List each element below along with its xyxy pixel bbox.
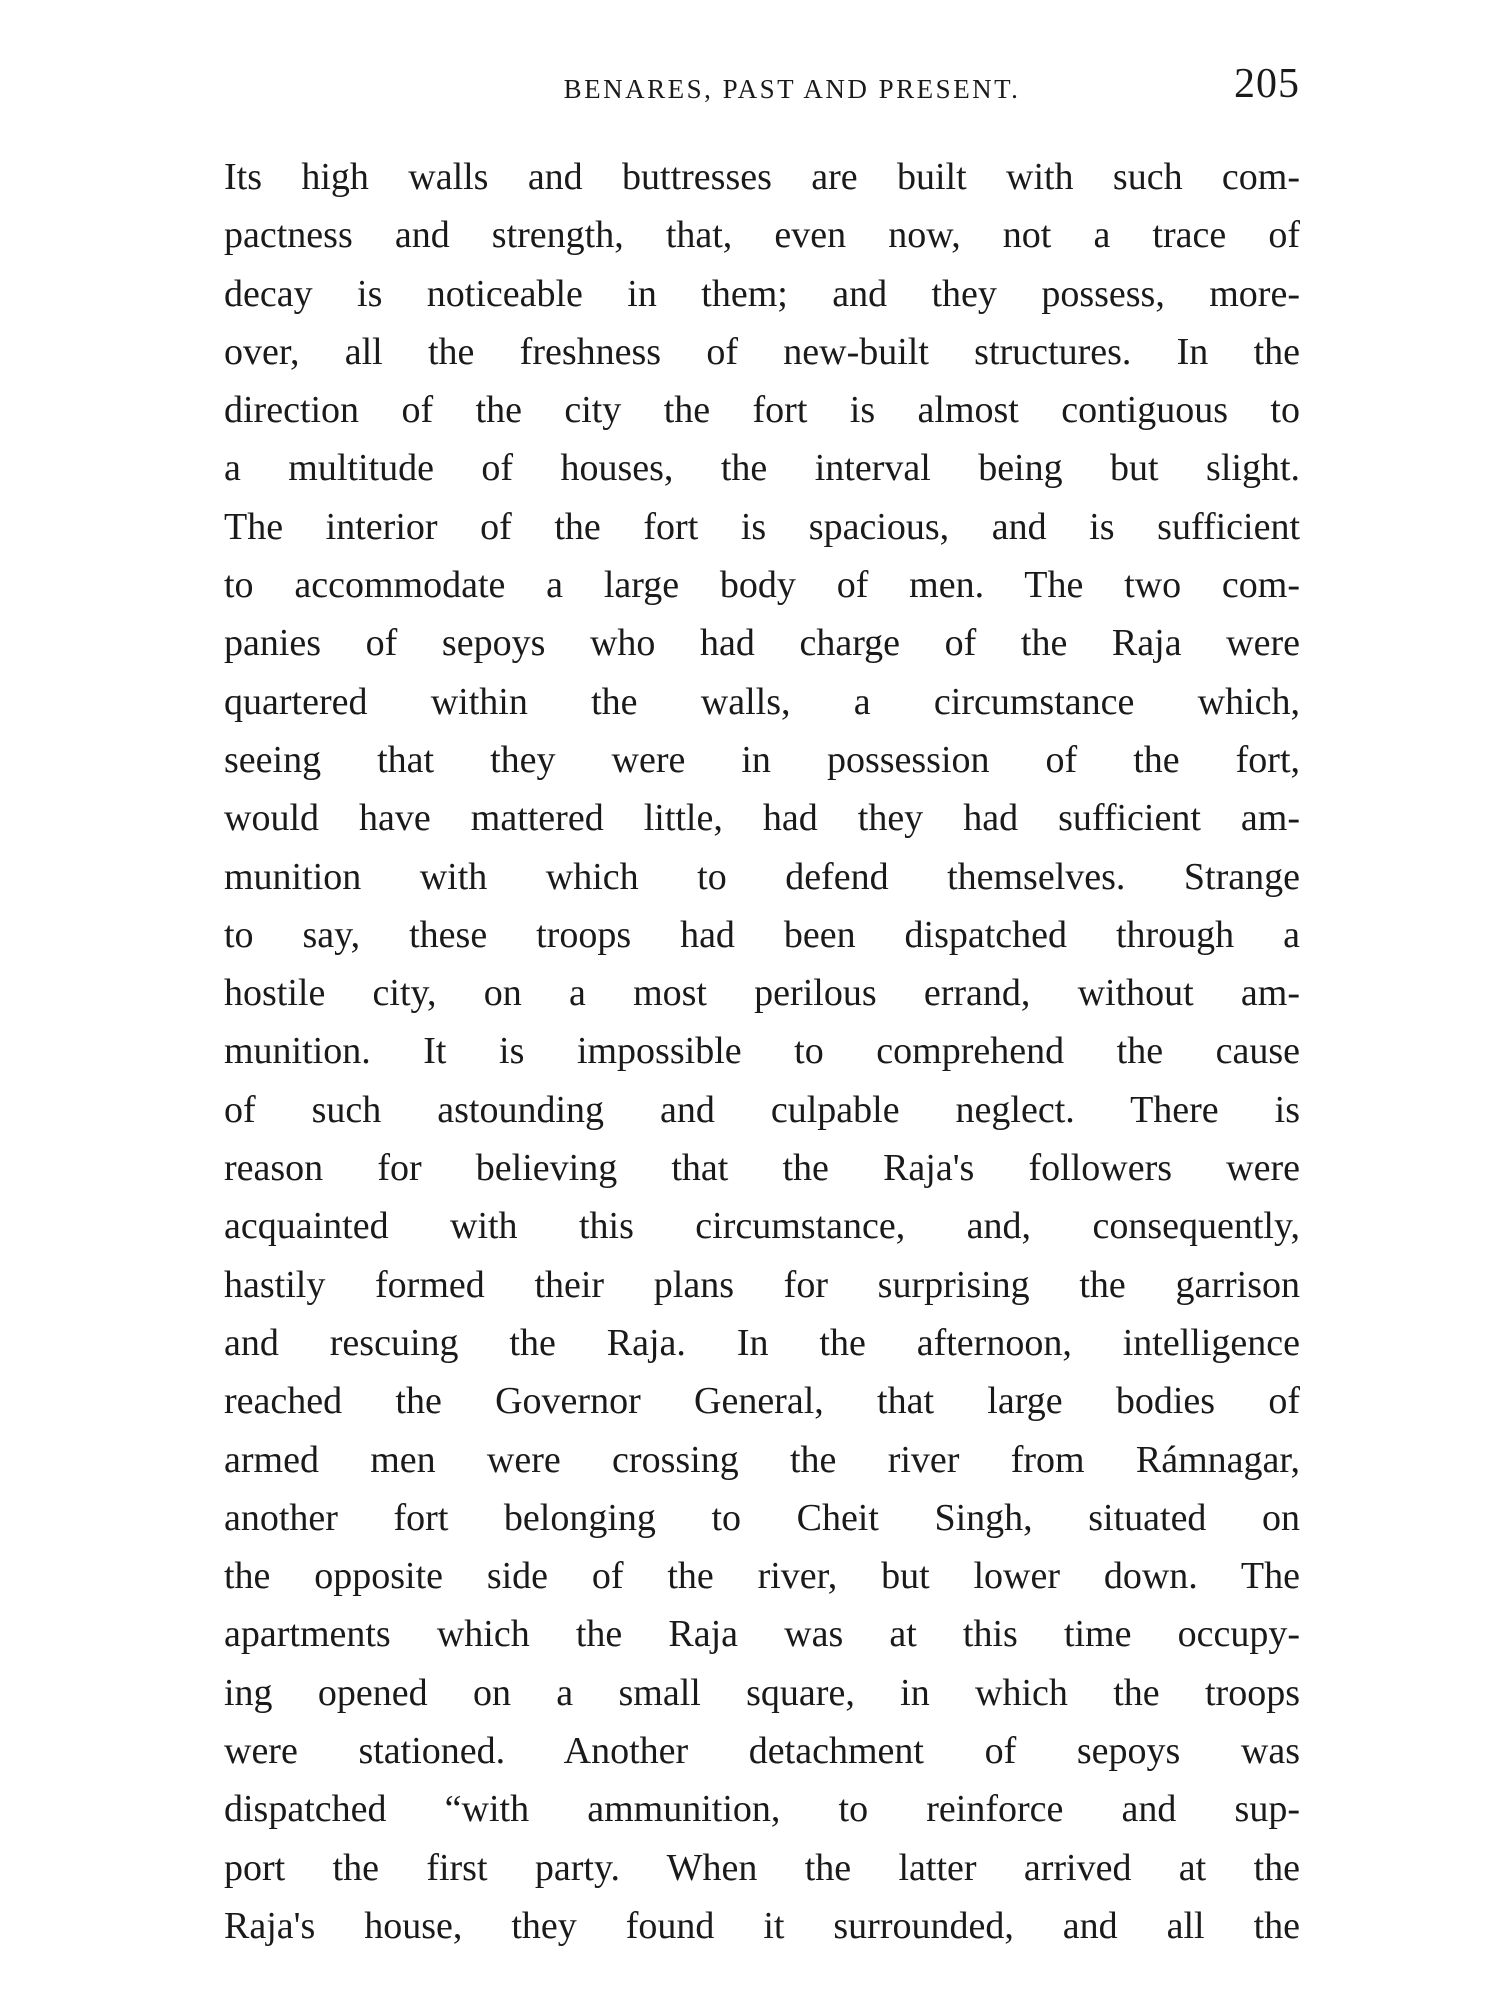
text-line: dispatched “with ammunition, to reinforce and sup- [224,1788,1300,1831]
text-line: seeing that they were in possession of the fort, [224,738,1300,781]
text-line: apartments which the Raja was at this time occupy- [224,1613,1300,1656]
text-line: a multitude of houses, the interval being but slight. [224,447,1300,490]
text-line: reason for believing that the Raja's followers were [224,1147,1300,1190]
text-line: direction of the city the fort is almost contiguous to [224,389,1300,432]
running-title: BENARES, PAST AND PRESENT. [563,74,1021,104]
text-line: munition with which to defend themselves. Strange [224,855,1300,898]
text-line: The interior of the fort is spacious, and is sufficient [224,505,1300,548]
text-line: panies of sepoys who had charge of the Raja were [224,622,1300,665]
text-line: hastily formed their plans for surprising the garrison [224,1263,1300,1306]
text-line: Raja's house, they found it surrounded, and all the [224,1904,1300,1947]
text-line: quartered within the walls, a circumstance which, [224,680,1300,723]
text-line: decay is noticeable in them; and they possess, more- [224,272,1300,315]
text-line: ing opened on a small square, in which the troops [224,1671,1300,1714]
text-line: port the first party. When the latter arrived at the [224,1846,1300,1889]
text-line: the opposite side of the river, but lower down. The [224,1555,1300,1598]
text-line: reached the Governor General, that large bodies of [224,1380,1300,1423]
text-line: hostile city, on a most perilous errand, without am- [224,972,1300,1015]
text-line: to accommodate a large body of men. The two com- [224,564,1300,607]
running-head [224,60,1300,120]
text-line: were stationed. Another detachment of sepoys was [224,1730,1300,1773]
text-line: would have mattered little, had they had sufficient am- [224,797,1300,840]
text-line: another fort belonging to Cheit Singh, situated on [224,1496,1300,1539]
text-line: over, all the freshness of new-built structures. In the [224,330,1300,373]
text-line: munition. It is impossible to comprehend the cause [224,1030,1300,1073]
page-number: 205 [1234,61,1300,107]
body-text [224,148,1300,1955]
text-line: pactness and strength, that, even now, not a trace of [224,214,1300,257]
text-line: armed men were crossing the river from Rámnagar, [224,1438,1300,1481]
text-line: of such astounding and culpable neglect. There is [224,1088,1300,1131]
text-line: and rescuing the Raja. In the afternoon, intelligence [224,1321,1300,1364]
text-line: acquainted with this circumstance, and, consequently, [224,1205,1300,1248]
text-line: to say, these troops had been dispatched through a [224,913,1300,956]
text-line: Its high walls and buttresses are built with such com- [224,156,1300,198]
